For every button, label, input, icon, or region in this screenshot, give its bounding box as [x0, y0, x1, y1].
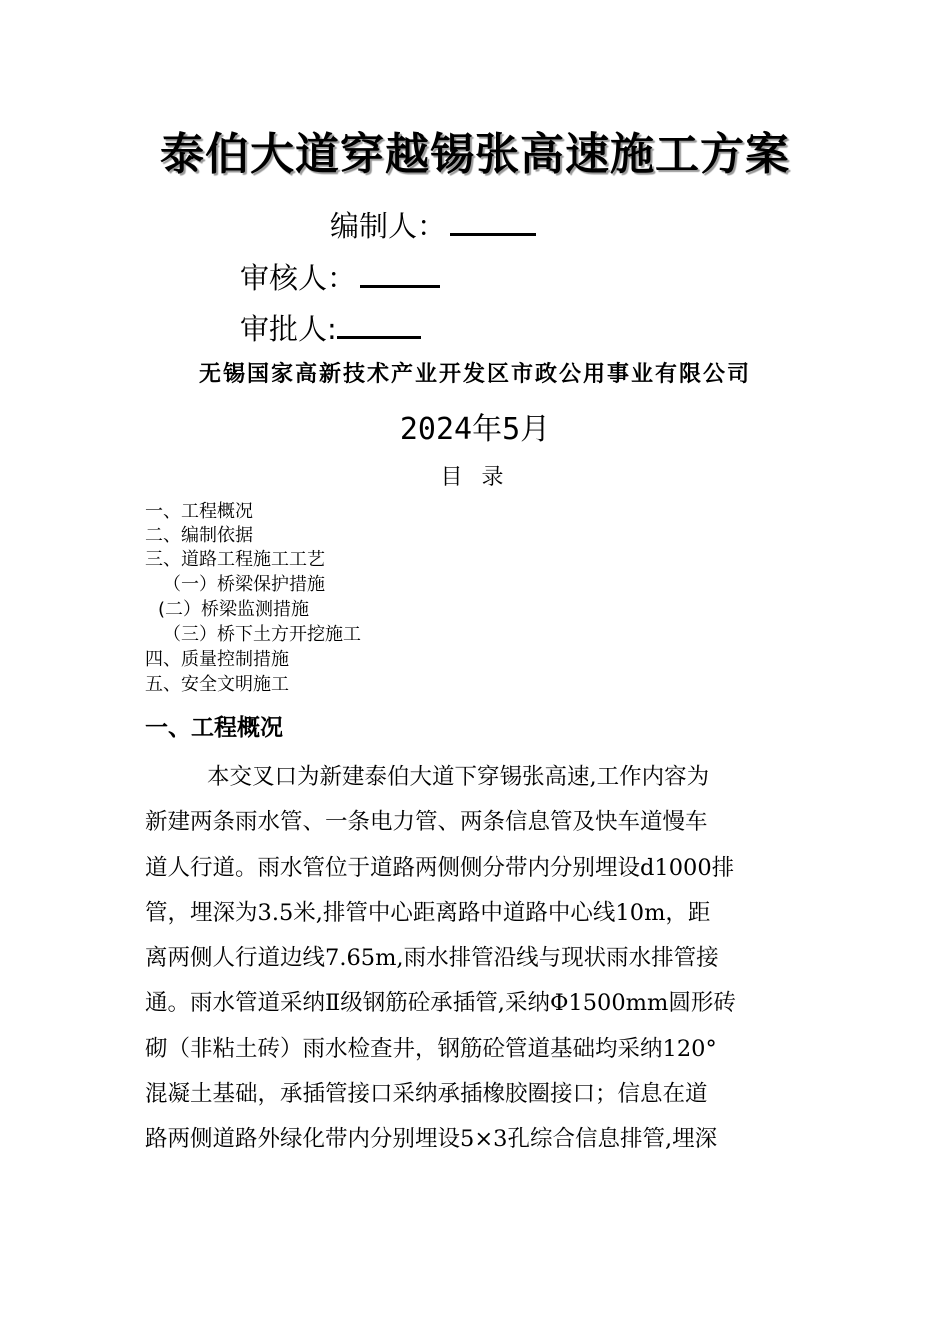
toc-item: 五、安全文明施工	[145, 674, 289, 695]
signature-approver-label: 审批人:	[240, 312, 337, 346]
company-name: 无锡国家高新技术产业开发区市政公用事业有限公司	[198, 361, 751, 387]
body-paragraph	[145, 755, 805, 1163]
body-line: 管，埋深为3.5米,排管中心距离路中道路中心线10m，距	[145, 899, 711, 926]
toc-item: （三）桥下土方开挖施工	[163, 624, 361, 645]
toc-item: 四、质量控制措施	[145, 649, 289, 670]
toc-item: (二）桥梁监测措施	[158, 599, 310, 620]
body-line: 本交叉口为新建泰伯大道下穿锡张高速,工作内容为	[207, 764, 710, 790]
body-line: 道人行道。雨水管位于道路两侧侧分带内分别埋设d1000排	[145, 854, 735, 881]
body-line: 新建两条雨水管、一条电力管、两条信息管及快车道慢车	[145, 809, 708, 836]
body-line: 砌（非粘土砖）雨水检查井，钢筋砼管道基础均采纳120°	[145, 1035, 717, 1062]
signature-approver	[240, 307, 421, 348]
toc-item: （一）桥梁保护措施	[163, 574, 325, 595]
section-heading: 一、工程概况	[145, 715, 283, 741]
body-line: 混凝土基础，承插管接口采纳承插橡胶圈接口；信息在道	[145, 1081, 708, 1108]
toc-item: 一、工程概况	[145, 501, 253, 522]
body-line: 离两侧人行道边线7.65m,雨水排管沿线与现状雨水排管接	[145, 945, 719, 972]
signature-reviewer	[240, 256, 440, 297]
document-date: 2024年5月	[399, 412, 551, 447]
body-line: 路两侧道路外绿化带内分别埋设5×3孔综合信息排管,埋深	[145, 1126, 718, 1153]
signature-reviewer-label: 审核人：	[240, 261, 357, 295]
signature-compiler-blank	[450, 207, 536, 236]
document-title: 泰伯大道穿越锡张高速施工方案	[160, 129, 790, 180]
body-line: 通。雨水管道采纳Ⅱ级钢筋砼承插管,采纳Φ1500mm圆形砖	[145, 990, 736, 1017]
signature-reviewer-blank	[360, 259, 440, 288]
signature-compiler-label: 编制人：	[330, 209, 447, 243]
toc-item: 三、道路工程施工工艺	[145, 549, 325, 570]
signature-approver-blank	[337, 310, 421, 339]
toc-item: 二、编制依据	[145, 525, 253, 546]
toc-heading: 目 录	[440, 465, 510, 490]
signature-compiler	[330, 204, 536, 245]
